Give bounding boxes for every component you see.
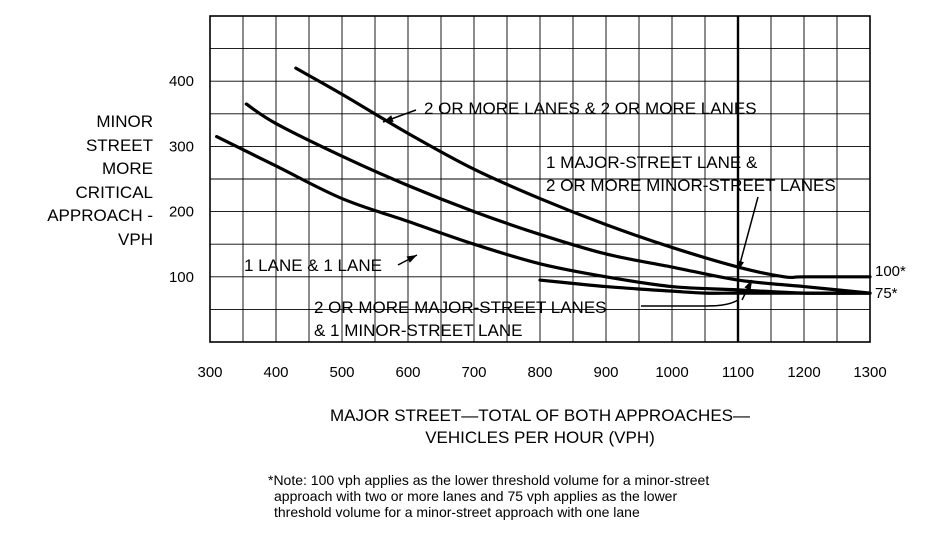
y-axis-label-line: MORE	[102, 159, 153, 178]
leader-line	[641, 300, 738, 306]
footnote-line: *Note: 100 vph applies as the lower threshold volume for a minor-street	[268, 472, 710, 488]
y-axis-label-line: VPH	[118, 229, 153, 249]
footnote-line: approach with two or more lanes and 75 vph applies as the lower	[274, 488, 678, 504]
annotation-1-major-lane-line1: 1 MAJOR-STREET LANE &	[546, 153, 758, 172]
x-tick-label: 300	[197, 364, 223, 381]
end-label-75: 75*	[875, 285, 898, 302]
x-tick-label: 800	[527, 364, 553, 381]
footnote	[268, 472, 868, 520]
y-axis-label-line: APPROACH -	[47, 206, 153, 225]
y-tick-label: 400	[168, 73, 194, 91]
x-tick-label: 700	[461, 364, 487, 381]
y-axis-label-line: MINOR	[96, 112, 153, 131]
annotation-2-major-lanes-line2: & 1 MINOR-STREET LANE	[314, 321, 523, 340]
x-tick-label: 1100	[721, 364, 755, 381]
leader-line	[738, 197, 758, 271]
footnote-line: threshold volume for a minor-street approach with one lane	[274, 504, 640, 520]
end-label-100: 100*	[875, 263, 906, 280]
x-tick-label: 600	[395, 364, 421, 381]
annotation-2-major-lanes-line1: 2 OR MORE MAJOR-STREET LANES	[314, 298, 607, 317]
y-tick-labels	[169, 73, 194, 286]
y-axis-label-line: CRITICAL	[75, 182, 153, 202]
x-tick-label: 1300	[853, 364, 887, 381]
x-tick-label: 500	[329, 364, 355, 381]
y-tick-label: 200	[168, 203, 194, 221]
x-axis-label-line: MAJOR STREET—TOTAL OF BOTH APPROACHES—	[329, 406, 751, 425]
x-tick-label: 1000	[655, 364, 689, 381]
x-tick-label: 900	[593, 364, 619, 381]
annotation-1-major-lane-line2: 2 OR MORE MINOR-STREET LANES	[546, 176, 836, 195]
x-tick-label: 1200	[787, 364, 821, 381]
x-axis-label	[210, 405, 870, 449]
annotation-1-lane-1-lane: 1 LANE & 1 LANE	[244, 256, 382, 275]
y-axis-label	[0, 110, 153, 251]
y-axis-label-line: STREET	[85, 135, 153, 155]
y-tick-label: 100	[168, 268, 194, 286]
y-tick-label: 300	[168, 138, 194, 156]
x-tick-labels	[197, 364, 886, 381]
annotation-2-or-more-lanes: 2 OR MORE LANES & 2 OR MORE LANES	[424, 99, 757, 118]
x-tick-label: 400	[263, 364, 289, 381]
x-axis-label-line: VEHICLES PER HOUR (VPH)	[425, 428, 655, 447]
